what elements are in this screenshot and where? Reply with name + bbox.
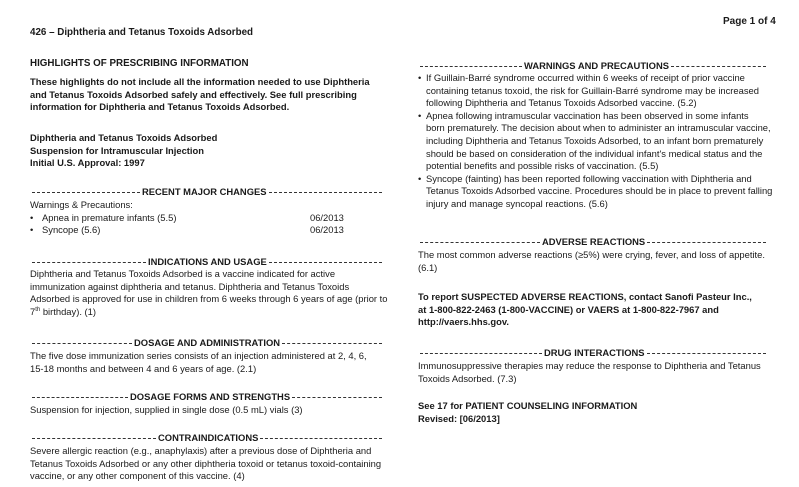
bullet: • xyxy=(418,109,422,121)
adverse-line: The most common adverse reactions (≥5%) were crying, fever, and loss of appetite. xyxy=(418,249,765,260)
interactions-line: Toxoids Adsorbed. (7.3) xyxy=(418,372,517,384)
drug-interactions-body xyxy=(418,360,780,385)
highlights-line: information for Diphtheria and Tetanus Toxoids Adsorbed. xyxy=(30,101,290,113)
change-text: Apnea in premature infants (5.5) xyxy=(42,211,177,223)
highlights-line: These highlights do not include all the information needed to use Diphtheria xyxy=(30,76,370,87)
highlights-line: and Tetanus Toxoids Adsorbed safely and effectively. See full prescribing xyxy=(30,88,357,100)
bullet: • xyxy=(30,211,34,223)
change-date: 06/2013 xyxy=(310,224,344,236)
warnings-line: containing tetanus toxoid, the risk for Guillain-Barré syndrome may be increased xyxy=(426,84,759,96)
warnings-line: including Diphtheria and Tetanus Toxoids Adsorbed, to an infant born prematurely xyxy=(426,134,764,146)
adverse-reactions-body xyxy=(418,249,780,274)
indications-body xyxy=(30,268,400,318)
highlights-heading: HIGHLIGHTS OF PRESCRIBING INFORMATION xyxy=(30,58,249,69)
contraindications-body xyxy=(30,445,400,483)
section-heading-indications: INDICATIONS AND USAGE xyxy=(30,256,384,269)
indications-line: 7th birthday). (1) xyxy=(30,305,96,317)
warnings-line: Tetanus Toxoids Adsorbed vaccine. Procedures should be in place to prevent falling xyxy=(426,185,773,197)
footer-info xyxy=(418,400,768,425)
section-heading-adverse-reactions: ADVERSE REACTIONS xyxy=(418,236,768,249)
approval-date: Initial U.S. Approval: 1997 xyxy=(30,157,145,169)
warnings-line: Syncope (fainting) has been reported following vaccination with Diphtheria and xyxy=(426,172,752,184)
section-heading-contraindications: CONTRAINDICATIONS xyxy=(30,432,384,445)
dosage-line: 15-18 months and between 4 and 6 years of age. (2.1) xyxy=(30,362,257,374)
change-text: Syncope (5.6) xyxy=(42,224,101,236)
warnings-line: born prematurely. The decision about when to administer an intramuscular vaccine, xyxy=(426,122,771,134)
bullet: • xyxy=(30,224,34,236)
report-line: To report SUSPECTED ADVERSE REACTIONS, contact Sanofi Pasteur Inc., xyxy=(418,291,752,302)
revised-date: Revised: [06/2013] xyxy=(418,412,500,424)
warnings-line: potential benefits and possible risks of vaccination. (5.5) xyxy=(426,160,659,172)
dosage-forms-body xyxy=(30,404,398,417)
product-info xyxy=(30,132,398,170)
indications-line: Diphtheria and Tetanus Toxoids Adsorbed is a vaccine indicated for active xyxy=(30,268,336,279)
product-form: Suspension for Intramuscular Injection xyxy=(30,144,204,156)
list-item xyxy=(418,72,780,110)
section-heading-recent-changes: RECENT MAJOR CHANGES xyxy=(30,186,384,199)
contraindications-line: Tetanus Toxoids Adsorbed or any other diphtheria toxoid or tetanus toxoid-containing xyxy=(30,457,382,469)
contraindications-line: vaccine, or any other component of this vaccine. (4) xyxy=(30,470,245,482)
list-item xyxy=(30,212,370,225)
list-item xyxy=(418,110,780,173)
indications-line: immunization against diphtheria and tetanus. Diphtheria and Tetanus Toxoids xyxy=(30,280,350,292)
warnings-body xyxy=(418,72,780,211)
report-line: http://vaers.hhs.gov. xyxy=(418,316,509,328)
highlights-text xyxy=(30,76,398,114)
section-heading-drug-interactions: DRUG INTERACTIONS xyxy=(418,347,768,360)
recent-changes-body xyxy=(30,199,370,237)
bullet: • xyxy=(418,172,422,184)
dosage-body xyxy=(30,350,398,375)
section-heading-warnings: WARNINGS AND PRECAUTIONS xyxy=(418,60,768,73)
warnings-line: following Diphtheria and Tetanus Toxoids Adsorbed vaccine. (5.2) xyxy=(426,97,697,109)
change-date: 06/2013 xyxy=(310,211,344,223)
warnings-line: If Guillain-Barré syndrome occurred within 6 weeks of receipt of prior vaccine xyxy=(426,72,745,83)
warnings-line: injury and manage syncopal reactions. (5.6) xyxy=(426,197,608,209)
contraindications-line: Severe allergic reaction (e.g., anaphylaxis) after a previous dose of Diphtheria and xyxy=(30,445,372,456)
list-item xyxy=(418,173,780,211)
patient-counseling-reference: See 17 for PATIENT COUNSELING INFORMATION xyxy=(418,400,638,411)
list-item xyxy=(30,224,370,237)
report-line: at 1-800-822-2463 (1-800-VACCINE) or VAERS at 1-800-822-7967 and xyxy=(418,303,719,315)
recent-changes-label: Warnings & Precautions: xyxy=(30,199,133,210)
report-adverse-reactions xyxy=(418,291,780,329)
adverse-line: (6.1) xyxy=(418,261,438,273)
indications-line: Adsorbed is approved for use in children from 6 weeks through 6 years of age (prior to xyxy=(30,293,388,305)
warnings-line: should be based on consideration of the individual infant's medical status and the xyxy=(426,147,763,159)
section-heading-dosage: DOSAGE AND ADMINISTRATION xyxy=(30,337,384,350)
warnings-line: Apnea following intramuscular vaccination has been observed in some infants xyxy=(426,109,749,121)
product-name: Diphtheria and Tetanus Toxoids Adsorbed xyxy=(30,132,218,143)
dosage-forms-line: Suspension for injection, supplied in single dose (0.5 mL) vials (3) xyxy=(30,404,303,415)
interactions-line: Immunosuppressive therapies may reduce the response to Diphtheria and Tetanus xyxy=(418,360,761,371)
document-title: 426 – Diphtheria and Tetanus Toxoids Adsorbed xyxy=(30,27,254,38)
section-heading-dosage-forms: DOSAGE FORMS AND STRENGTHS xyxy=(30,391,384,404)
dosage-line: The five dose immunization series consists of an injection administered at 2, 4, 6, xyxy=(30,350,367,361)
page-number: Page 1 of 4 xyxy=(723,16,776,27)
bullet: • xyxy=(418,72,422,83)
